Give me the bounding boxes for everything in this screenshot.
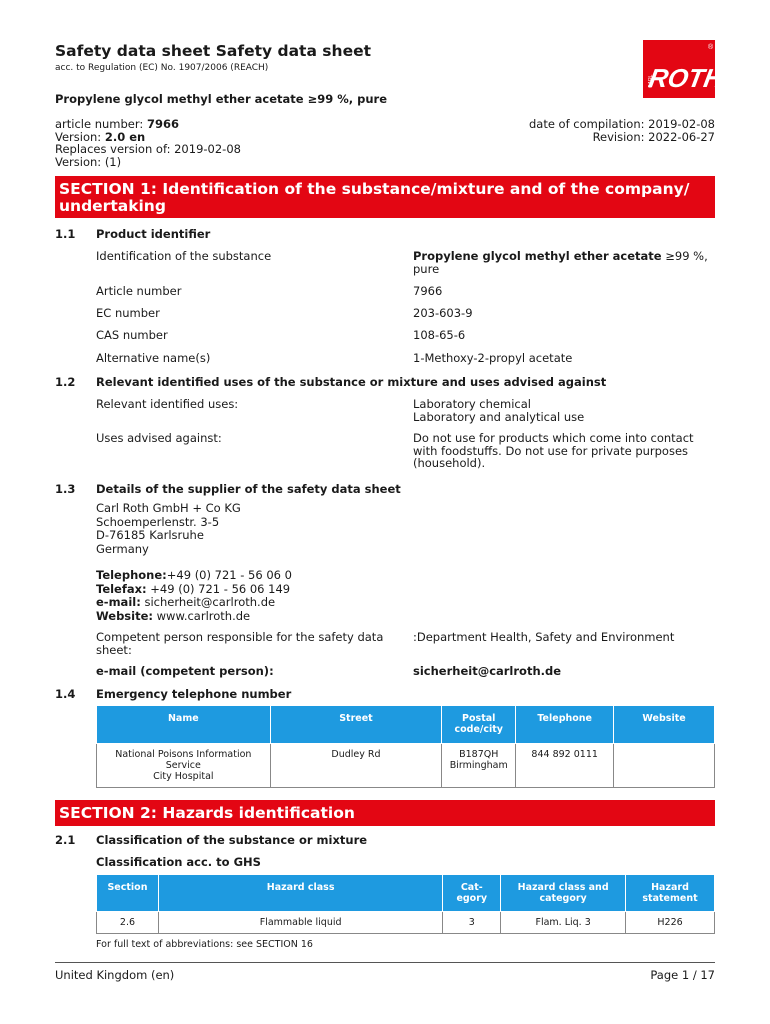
article-meta: article number: 7966 Version: 2.0 en Replaces version of: 2019-02-08 Version: (1) — [55, 117, 241, 169]
column-header: Street — [270, 706, 442, 744]
field-label: Uses advised against: — [96, 431, 222, 445]
table-cell: 3 — [443, 912, 501, 934]
document-title: Safety data sheet Safety data sheet — [55, 42, 372, 60]
subsection-number: 1.2 — [55, 375, 76, 389]
date-meta: date of compilation: 2019-02-08 Revision: 2022-06-27 — [528, 117, 715, 144]
table-cell: National Poisons Information Service City Hospital — [97, 744, 271, 788]
footer-locale: United Kingdom (en) — [55, 968, 175, 982]
column-header: Website — [614, 706, 715, 744]
column-header: Section — [97, 875, 159, 912]
table-cell: 2.6 — [97, 912, 159, 934]
table-cell: Flammable liquid — [158, 912, 442, 934]
subsection-title: Emergency telephone number — [96, 687, 292, 701]
table-row — [97, 744, 715, 788]
subsection-title: Product identifier — [96, 227, 211, 241]
logo-text: ROTH — [646, 63, 715, 93]
section-2-heading: SECTION 2: Hazards identification — [55, 800, 715, 826]
table-row — [97, 912, 715, 934]
page-number: Page 1 / 17 — [650, 968, 715, 982]
abbreviation-note: For full text of abbreviations: see SECTION 16 — [96, 939, 313, 950]
field-value: 1-Methoxy-2-propyl acetate — [413, 351, 573, 365]
field-label: EC number — [96, 306, 160, 320]
field-label: Relevant identified uses: — [96, 397, 239, 411]
website-link[interactable]: www.carlroth.de — [153, 608, 251, 623]
column-header: Hazard statement — [626, 875, 715, 912]
field-value: 108-65-6 — [413, 328, 466, 342]
column-header: Name — [97, 706, 271, 744]
section-1-heading: SECTION 1: Identification of the substance/mixture and of the company/ undertaking — [55, 176, 715, 218]
emergency-phone-table — [96, 705, 715, 788]
subsection-number: 1.1 — [55, 227, 76, 241]
field-label: Identification of the substance — [96, 249, 272, 263]
carl-roth-logo — [643, 40, 715, 98]
subsection-number: 1.3 — [55, 482, 76, 496]
ghs-classification-title: Classification acc. to GHS — [96, 855, 261, 869]
subsection-title: Classification of the substance or mixture — [96, 833, 368, 847]
field-label: Alternative name(s) — [96, 351, 211, 365]
uses-against-value: Do not use for products which come into contact with foodstuffs. Do not use for private purposes (household). — [413, 431, 694, 470]
field-value: 203-603-9 — [413, 306, 473, 320]
column-header: Telephone — [516, 706, 614, 744]
table-cell: Dudley Rd — [270, 744, 442, 788]
substance-identification-value: Propylene glycol methyl ether acetate ≥99 %, pure — [413, 249, 708, 276]
field-label: CAS number — [96, 328, 168, 342]
supplier-address: Carl Roth GmbH + Co KG Schoemperlenstr. 3-5 D-76185 Karlsruhe Germany — [96, 501, 241, 556]
competent-person-label: Competent person responsible for the safety data sheet: — [96, 630, 384, 657]
subsection-number: 2.1 — [55, 833, 76, 847]
field-value: 7966 — [413, 284, 443, 298]
identified-uses-value: Laboratory chemical Laboratory and analytical use — [413, 397, 585, 424]
email-link[interactable]: sicherheit@carlroth.de — [140, 595, 276, 609]
competent-email-label: e-mail (competent person): — [96, 664, 274, 678]
column-header: Cat-egory — [443, 875, 501, 912]
footer-divider — [55, 962, 715, 963]
registered-mark: ® — [708, 44, 714, 51]
competent-person-value: :Department Health, Safety and Environment — [413, 630, 675, 644]
column-header: Hazard class and category — [501, 875, 626, 912]
regulation-subtitle: acc. to Regulation (EC) No. 1907/2006 (REACH) — [55, 63, 269, 73]
subsection-title: Relevant identified uses of the substance or mixture and uses advised against — [96, 375, 607, 389]
product-name: Propylene glycol methyl ether acetate ≥99 %, pure — [55, 92, 388, 106]
ghs-classification-table — [96, 874, 715, 934]
table-cell: Flam. Liq. 3 — [501, 912, 626, 934]
table-cell — [614, 744, 715, 788]
field-label: Article number — [96, 284, 182, 298]
column-header: Postal code/city — [442, 706, 516, 744]
table-cell: B187QH Birmingham — [442, 744, 516, 788]
logo-side-text: CARL — [648, 74, 654, 88]
competent-email-value[interactable]: sicherheit@carlroth.de — [413, 664, 562, 678]
supplier-contacts: Telephone:+49 (0) 721 - 56 06 0 Telefax: +49 (0) 721 - 56 06 149 e-mail: sicherheit@carlroth.de Website: www.carlroth.de — [96, 568, 292, 623]
table-cell: 844 892 0111 — [516, 744, 614, 788]
table-cell: H226 — [626, 912, 715, 934]
column-header: Hazard class — [158, 875, 442, 912]
subsection-number: 1.4 — [55, 687, 76, 701]
subsection-title: Details of the supplier of the safety data sheet — [96, 482, 401, 496]
